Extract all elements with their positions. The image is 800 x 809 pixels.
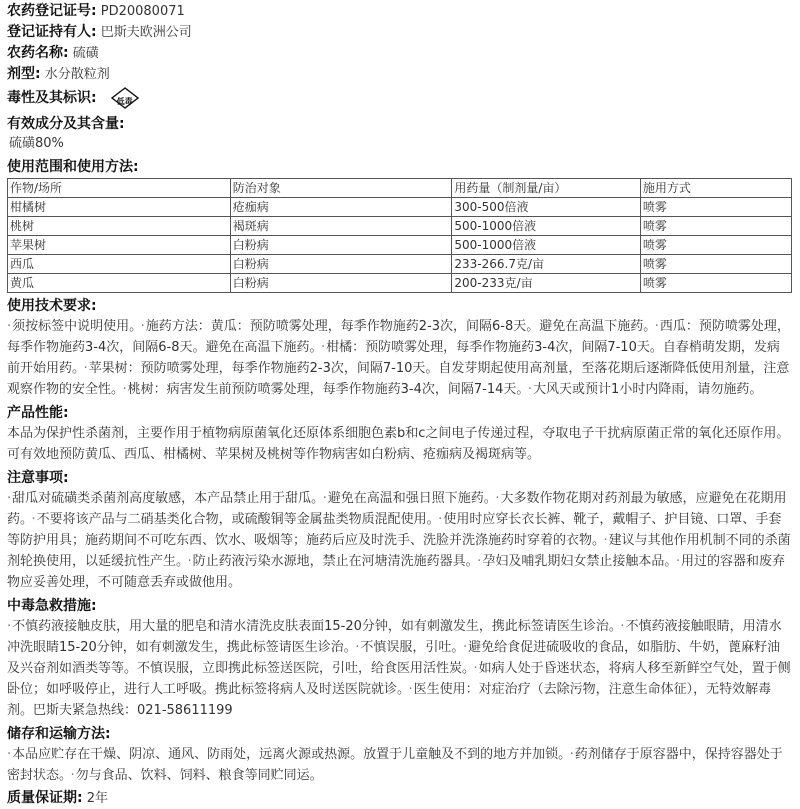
precaution-item: · 用过的容器和废弃物应妥善处理，不可随意丢弃或做他用。 [7,554,785,590]
cell-method: 喷雾 [640,255,791,274]
formulation-label: 剂型: [7,66,41,82]
technical-item: · 柑橘：预防喷雾处理，每季作物施药3-4次，间隔7-10天。自春梢萌发期，发病前开始用药。 [7,340,780,376]
warranty-label: 质量保证期: [7,790,83,806]
table-row [8,255,792,274]
precaution-item: · 避免在高温和强日照下施药。 [323,491,491,506]
technical-text [7,316,792,400]
cell-target: 白粉病 [230,236,452,255]
product-name-value: 硫磺 [72,46,99,61]
precaution-item: · 防止药液污染水源地，禁止在河塘清洗施药器具。 [188,554,473,569]
formulation-value: 水分散粒剂 [44,67,110,82]
firstaid-item: · 医生使用：对症治疗（去除污物，注意生命体征），无特效解毒剂。巴斯夫紧急热线：021-58611199 [7,682,771,718]
technical-heading: 使用技术要求: [7,298,97,314]
precaution-item: · 不要将该产品与二硝基类化合物，或硫酸铜等金属盐类物质混配使用。 [32,512,434,527]
firstaid-item: · 不慎误服，引吐。 [355,640,458,655]
product-name-label: 农药名称: [7,45,69,61]
header-dosage: 用药量（制剂量/亩） [452,179,640,198]
table-row [8,274,792,293]
firstaid-item: · 不慎药液接触皮肤，用大量的肥皂和清水清洗皮肤表面15-20分钟，如有刺激发生，携此标签请医生诊治。 [7,619,615,634]
header-crop: 作物/场所 [8,179,231,198]
formulation-row [7,64,799,85]
precautions-heading: 注意事项: [7,470,69,486]
holder-row [7,22,799,43]
registration-number-value: PD20080071 [100,4,185,19]
table-row [8,198,792,217]
technical-item: · 西瓜：预防喷雾处理，每季作物施药3-4次，间隔6-8天。避免在高温下施药。 [7,319,790,355]
warranty-value: 2年 [86,791,109,806]
technical-item: · 苹果树：预防喷雾处理，每季作物施药2-3次，间隔7-10天。自发芽期起使用高剂量，至落花期后逐渐降低使用剂量，注意观察作物的安全性。 [7,361,789,397]
cell-crop: 苹果树 [8,236,231,255]
cell-target: 白粉病 [230,255,452,274]
usage-table [7,178,792,293]
table-row [8,236,792,255]
storage-item: · 勿与食品、饮料、饲料、粮食等同贮同运。 [71,768,323,783]
technical-item: · 大风天或预计1小时内降雨，请勿施药。 [528,382,762,397]
firstaid-heading: 中毒急救措施: [7,598,97,614]
cell-target: 疮痂病 [230,198,452,217]
table-row [8,217,792,236]
holder-label: 登记证持有人: [7,24,97,40]
storage-item: · 药剂储存于原容器中，保持容器处于密封状态。 [7,747,783,783]
firstaid-item: · 不慎药液接触眼睛，用清水冲洗眼睛15-20分钟，如有刺激发生，携此标签请医生诊治。 [7,619,782,655]
cell-dosage: 200-233克/亩 [452,274,640,293]
performance-text: 本品为保护性杀菌剂，主要作用于植物病原菌氧化还原体系细胞色素b和c之间电子传递过程，夺取电子干扰病原菌正常的氧化还原作用。可有效地预防黄瓜、西瓜、柑橘树、苹果树及桃树等作物病害如白粉病、疮痂病及褐斑病等。 [7,426,790,462]
low-toxicity-icon [111,87,139,109]
holder-value: 巴斯夫欧洲公司 [100,25,192,40]
precaution-item: · 使用时应穿长衣长裤、靴子，戴帽子、护目镜、口罩、手套等防护用具；施药期间不可吃东西、饮水、吸烟等；施药后应及时洗手、洗脸并洗涤施药时穿着的衣物。 [7,512,781,548]
storage-item: · 本品应贮存在干燥、阴凉、通风、防雨处，远离火源或热源。放置于儿童触及不到的地方并加锁。 [7,747,565,762]
technical-item: · 须按标签中说明使用。 [7,319,136,334]
cell-dosage: 300-500倍液 [452,198,640,217]
header-method: 施用方式 [640,179,791,198]
cell-crop: 桃树 [8,217,231,236]
cell-method: 喷雾 [640,236,791,255]
toxicity-badge-text: 低毒 [116,97,133,106]
toxicity-row [7,85,799,111]
performance-heading: 产品性能: [7,405,69,421]
firstaid-item: · 如病人处于昏迷状态，将病人移至新鲜空气处，置于侧卧位；如呼吸停止，进行人工呼吸。携此标签将病人及时送医院就诊。 [7,661,791,697]
precaution-item: · 甜瓜对硫磺类杀菌剂高度敏感，本产品禁止用于甜瓜。 [7,491,318,506]
cell-dosage: 233-266.7克/亩 [452,255,640,274]
registration-number-label: 农药登记证号: [7,3,97,19]
cell-dosage: 500-1000倍液 [452,217,640,236]
technical-item: · 施药方法：黄瓜：预防喷雾处理，每季作物施药2-3次，间隔6-8天。避免在高温下施药。 [141,319,650,334]
usage-heading: 使用范围和使用方法: [7,159,139,175]
cell-crop: 黄瓜 [8,274,231,293]
cell-method: 喷雾 [640,217,791,236]
storage-text [7,744,792,786]
ingredient-value: 硫磺80% [9,136,64,151]
firstaid-text [7,616,792,721]
header-target: 防治对象 [230,179,452,198]
usage-table-header [8,179,792,198]
precautions-text [7,488,792,593]
toxicity-label: 毒性及其标识: [7,89,97,106]
storage-heading: 储存和运输方法: [7,726,111,742]
pesticide-label-document [7,0,799,809]
cell-target: 白粉病 [230,274,452,293]
cell-crop: 柑橘树 [8,198,231,217]
firstaid-item: · 避免给食促进硫吸收的食品，如脂肪、牛奶，蓖麻籽油及兴奋剂如酒类等等。不慎误服，立即携此标签送医院，引吐，给食医用活性炭。 [7,640,780,676]
warranty-row [7,788,799,809]
precaution-item: · 孕妇及哺乳期妇女禁止接触本品。 [477,554,671,569]
registration-number-row [7,1,799,22]
precaution-item: · 大多数作物花期对药剂最为敏感，应避免在花期用药。 [7,491,786,527]
ingredient-heading: 有效成分及其含量: [7,116,125,132]
cell-crop: 西瓜 [8,255,231,274]
product-name-row [7,43,799,64]
cell-dosage: 500-1000倍液 [452,236,640,255]
cell-method: 喷雾 [640,274,791,293]
precaution-item: · 建议与其他作用机制不同的杀菌剂轮换使用，以延缓抗性产生。 [7,533,791,569]
cell-method: 喷雾 [640,198,791,217]
cell-target: 褐斑病 [230,217,452,236]
technical-item: · 桃树：病害发生前预防喷雾处理，每季作物施药3-4次，间隔7-14天。 [123,382,523,397]
